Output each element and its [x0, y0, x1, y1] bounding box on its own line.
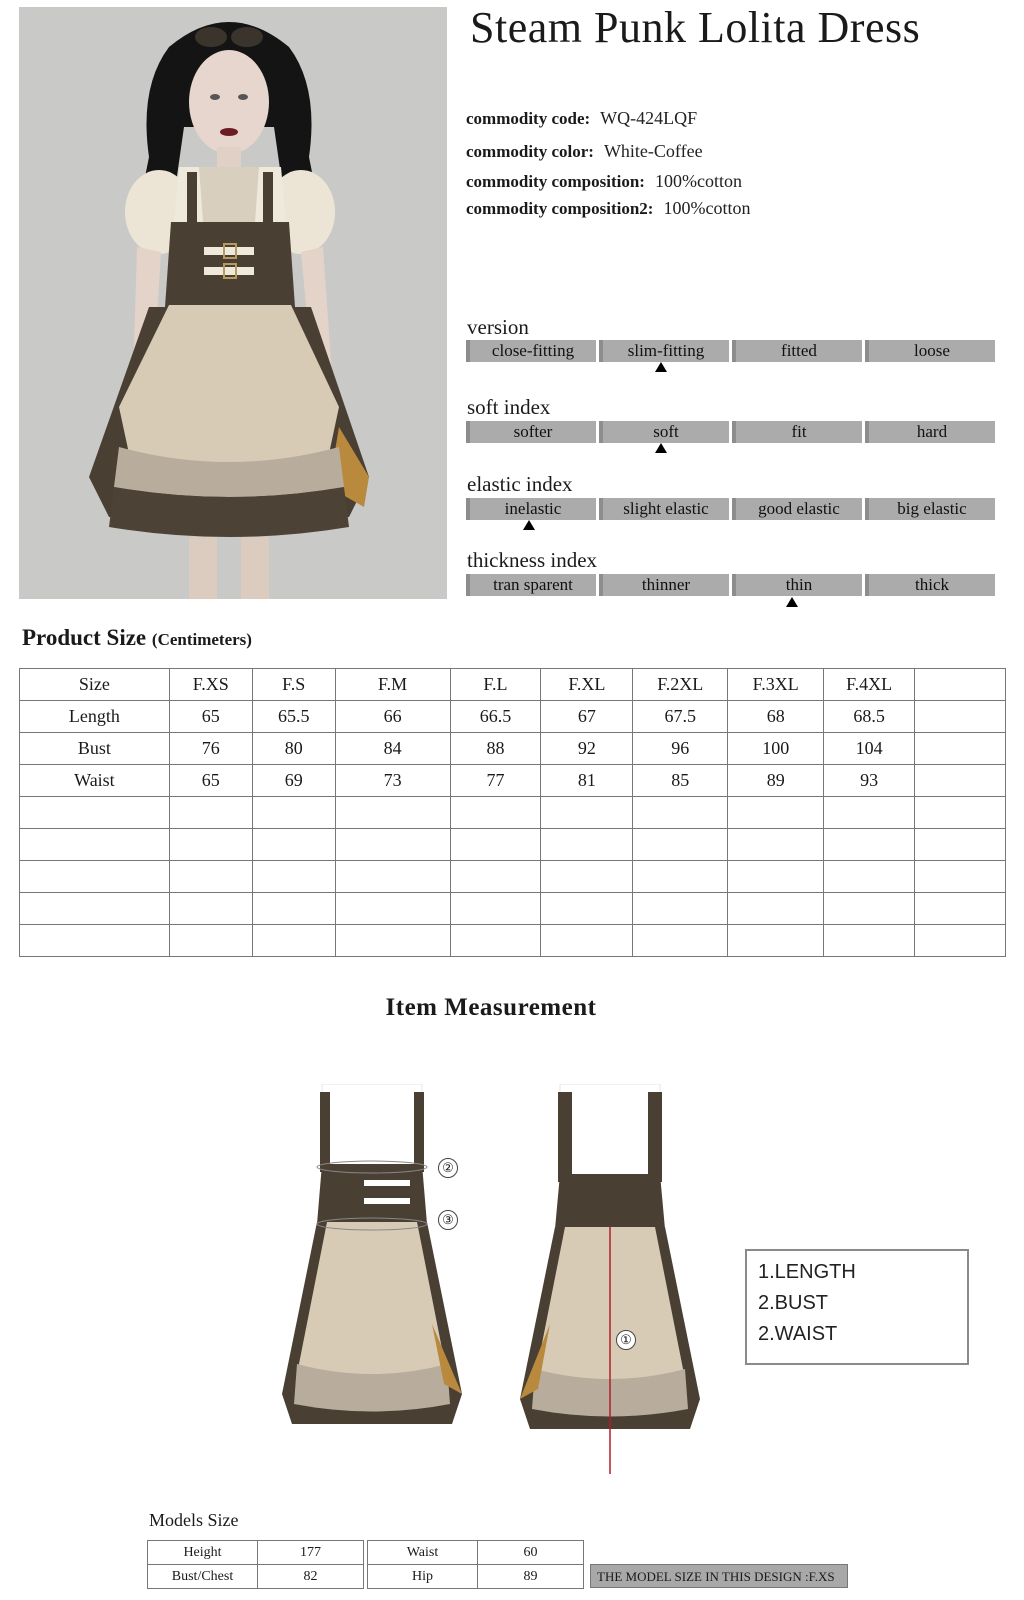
scale-option: thick: [865, 574, 995, 596]
size-cell: 65: [169, 701, 252, 733]
table-row: [20, 701, 1006, 733]
size-cell: [450, 861, 541, 893]
scale-option: soft: [599, 421, 729, 443]
table-row: [20, 797, 1006, 829]
size-cell: [824, 925, 915, 957]
size-cell: [169, 861, 252, 893]
attribute-code: [466, 108, 697, 129]
table-row: [20, 861, 1006, 893]
size-cell: [20, 893, 170, 925]
scale-option: slight elastic: [599, 498, 729, 520]
thickness-index-title: thickness index: [467, 548, 598, 572]
dress-front-view: [272, 1084, 472, 1484]
model-attr-label: Hip: [368, 1565, 478, 1589]
size-cell: [541, 861, 633, 893]
size-header-cell: F.M: [335, 669, 450, 701]
scale-option: fit: [732, 421, 862, 443]
size-cell: [915, 893, 1006, 925]
size-cell: [169, 925, 252, 957]
dress-back-illustration: [510, 1084, 710, 1484]
size-cell: 65: [169, 765, 252, 797]
size-table-body: [20, 669, 1006, 957]
size-cell: 81: [541, 765, 633, 797]
size-cell: [915, 765, 1006, 797]
size-header-cell: F.L: [450, 669, 541, 701]
size-header-cell: Size: [20, 669, 170, 701]
scale-option: hard: [865, 421, 995, 443]
size-cell: [633, 925, 728, 957]
size-cell: [252, 829, 335, 861]
size-header-cell: F.2XL: [633, 669, 728, 701]
elastic-index-title: elastic index: [467, 472, 573, 496]
marker-bust: ②: [438, 1158, 458, 1178]
size-cell: [824, 829, 915, 861]
measurement-legend: [745, 1249, 969, 1365]
size-cell: [728, 829, 824, 861]
scale-option: close-fitting: [466, 340, 596, 362]
size-cell: [633, 893, 728, 925]
scale-option: fitted: [732, 340, 862, 362]
scale-option: thin: [732, 574, 862, 596]
model-illustration: [19, 7, 447, 599]
size-cell: [915, 861, 1006, 893]
size-cell: 67: [541, 701, 633, 733]
model-attr-label: Height: [148, 1541, 258, 1565]
size-cell: 68: [728, 701, 824, 733]
models-size-table-right: [367, 1540, 584, 1589]
table-row: [20, 829, 1006, 861]
size-cell: [728, 925, 824, 957]
thickness-index-marker: [786, 597, 798, 607]
table-row: [20, 893, 1006, 925]
size-cell: 89: [728, 765, 824, 797]
size-cell: [335, 893, 450, 925]
version-scale: [466, 340, 998, 362]
size-header-cell: F.XS: [169, 669, 252, 701]
model-attr-value: 177: [258, 1541, 364, 1565]
size-cell: [335, 829, 450, 861]
thickness-index-scale: [466, 574, 998, 596]
attribute-color: [466, 141, 703, 162]
models-size-table-left: [147, 1540, 364, 1589]
table-row: [20, 765, 1006, 797]
version-marker: [655, 362, 667, 372]
size-cell: 85: [633, 765, 728, 797]
size-header-cell: F.S: [252, 669, 335, 701]
size-cell: [450, 829, 541, 861]
size-cell: [169, 829, 252, 861]
size-cell: [728, 861, 824, 893]
size-cell: [541, 925, 633, 957]
size-cell: [20, 861, 170, 893]
size-cell: 65.5: [252, 701, 335, 733]
size-cell: Waist: [20, 765, 170, 797]
size-cell: 66: [335, 701, 450, 733]
size-cell: [633, 829, 728, 861]
soft-index-title: soft index: [467, 395, 551, 419]
product-size-unit: (Centimeters): [151, 630, 252, 649]
version-title: version: [467, 315, 529, 339]
table-row: [20, 925, 1006, 957]
size-cell: [252, 861, 335, 893]
size-cell: [450, 797, 541, 829]
table-row: [20, 733, 1006, 765]
attribute-label: commodity code:: [466, 109, 591, 128]
product-photo: [19, 7, 447, 599]
size-cell: 93: [824, 765, 915, 797]
size-header-cell: F.4XL: [824, 669, 915, 701]
size-cell: [541, 893, 633, 925]
size-cell: 66.5: [450, 701, 541, 733]
table-row: [368, 1565, 584, 1589]
size-cell: [335, 925, 450, 957]
table-row: [368, 1541, 584, 1565]
size-cell: 104: [824, 733, 915, 765]
table-row: [148, 1565, 364, 1589]
size-cell: Length: [20, 701, 170, 733]
soft-index-scale: [466, 421, 998, 443]
size-cell: [824, 893, 915, 925]
scale-option: good elastic: [732, 498, 862, 520]
size-cell: 100: [728, 733, 824, 765]
size-cell: [20, 925, 170, 957]
model-attr-value: 89: [478, 1565, 584, 1589]
size-cell: [915, 733, 1006, 765]
model-attr-value: 82: [258, 1565, 364, 1589]
size-cell: [252, 925, 335, 957]
model-attr-value: 60: [478, 1541, 584, 1565]
size-cell: [335, 797, 450, 829]
legend-waist: 2.WAIST: [758, 1323, 838, 1345]
soft-index-marker: [655, 443, 667, 453]
size-header-cell: [915, 669, 1006, 701]
product-size-heading: Product Size: [22, 625, 147, 650]
scale-option: softer: [466, 421, 596, 443]
table-row: [148, 1541, 364, 1565]
model-attr-label: Bust/Chest: [148, 1565, 258, 1589]
attribute-label: commodity composition:: [466, 172, 645, 191]
models-size-title: Models Size: [149, 1510, 239, 1530]
size-cell: [252, 797, 335, 829]
size-cell: [824, 861, 915, 893]
size-cell: 77: [450, 765, 541, 797]
size-cell: 76: [169, 733, 252, 765]
scale-option: slim-fitting: [599, 340, 729, 362]
size-cell: [915, 829, 1006, 861]
attribute-composition2: [466, 198, 750, 219]
size-cell: 96: [633, 733, 728, 765]
attribute-value: 100%cotton: [654, 171, 742, 191]
size-cell: 88: [450, 733, 541, 765]
table-header-row: [20, 669, 1006, 701]
scale-option: tran sparent: [466, 574, 596, 596]
scale-option: loose: [865, 340, 995, 362]
size-cell: [915, 925, 1006, 957]
measurement-title: Item Measurement: [385, 994, 597, 1021]
size-cell: [915, 797, 1006, 829]
size-cell: [915, 701, 1006, 733]
attribute-value: White-Coffee: [603, 141, 703, 161]
size-cell: [824, 797, 915, 829]
attribute-value: WQ-424LQF: [600, 108, 698, 128]
scale-option: thinner: [599, 574, 729, 596]
size-cell: [633, 861, 728, 893]
size-cell: [252, 893, 335, 925]
scale-option: inelastic: [466, 498, 596, 520]
attribute-label: commodity color:: [466, 142, 594, 161]
attribute-composition: [466, 171, 742, 192]
size-cell: 67.5: [633, 701, 728, 733]
elastic-index-scale: [466, 498, 998, 520]
size-cell: 69: [252, 765, 335, 797]
size-cell: 80: [252, 733, 335, 765]
legend-length: 1.LENGTH: [758, 1261, 856, 1283]
size-cell: [169, 893, 252, 925]
dress-back-view: [510, 1084, 710, 1484]
dress-front-illustration: [272, 1084, 472, 1484]
size-cell: [541, 797, 633, 829]
legend-bust: 2.BUST: [758, 1292, 829, 1314]
size-header-cell: F.3XL: [728, 669, 824, 701]
marker-length: ①: [616, 1330, 636, 1350]
model-size-note: THE MODEL SIZE IN THIS DESIGN :F.XS: [590, 1564, 848, 1588]
size-cell: [450, 893, 541, 925]
marker-waist: ③: [438, 1210, 458, 1230]
size-cell: [728, 797, 824, 829]
elastic-index-marker: [523, 520, 535, 530]
size-cell: 92: [541, 733, 633, 765]
attribute-label: commodity composition2:: [466, 199, 654, 218]
size-cell: 84: [335, 733, 450, 765]
scale-option: big elastic: [865, 498, 995, 520]
size-cell: 73: [335, 765, 450, 797]
size-cell: [20, 797, 170, 829]
size-cell: Bust: [20, 733, 170, 765]
product-title: Steam Punk Lolita Dress: [470, 3, 921, 52]
size-cell: [728, 893, 824, 925]
attribute-value: 100%cotton: [663, 198, 751, 218]
size-cell: [541, 829, 633, 861]
size-cell: [20, 829, 170, 861]
size-cell: [335, 861, 450, 893]
size-cell: [633, 797, 728, 829]
size-cell: 68.5: [824, 701, 915, 733]
product-size-title: [22, 625, 252, 651]
size-cell: [169, 797, 252, 829]
size-header-cell: F.XL: [541, 669, 633, 701]
model-attr-label: Waist: [368, 1541, 478, 1565]
size-cell: [450, 925, 541, 957]
product-size-table: [19, 668, 1006, 957]
